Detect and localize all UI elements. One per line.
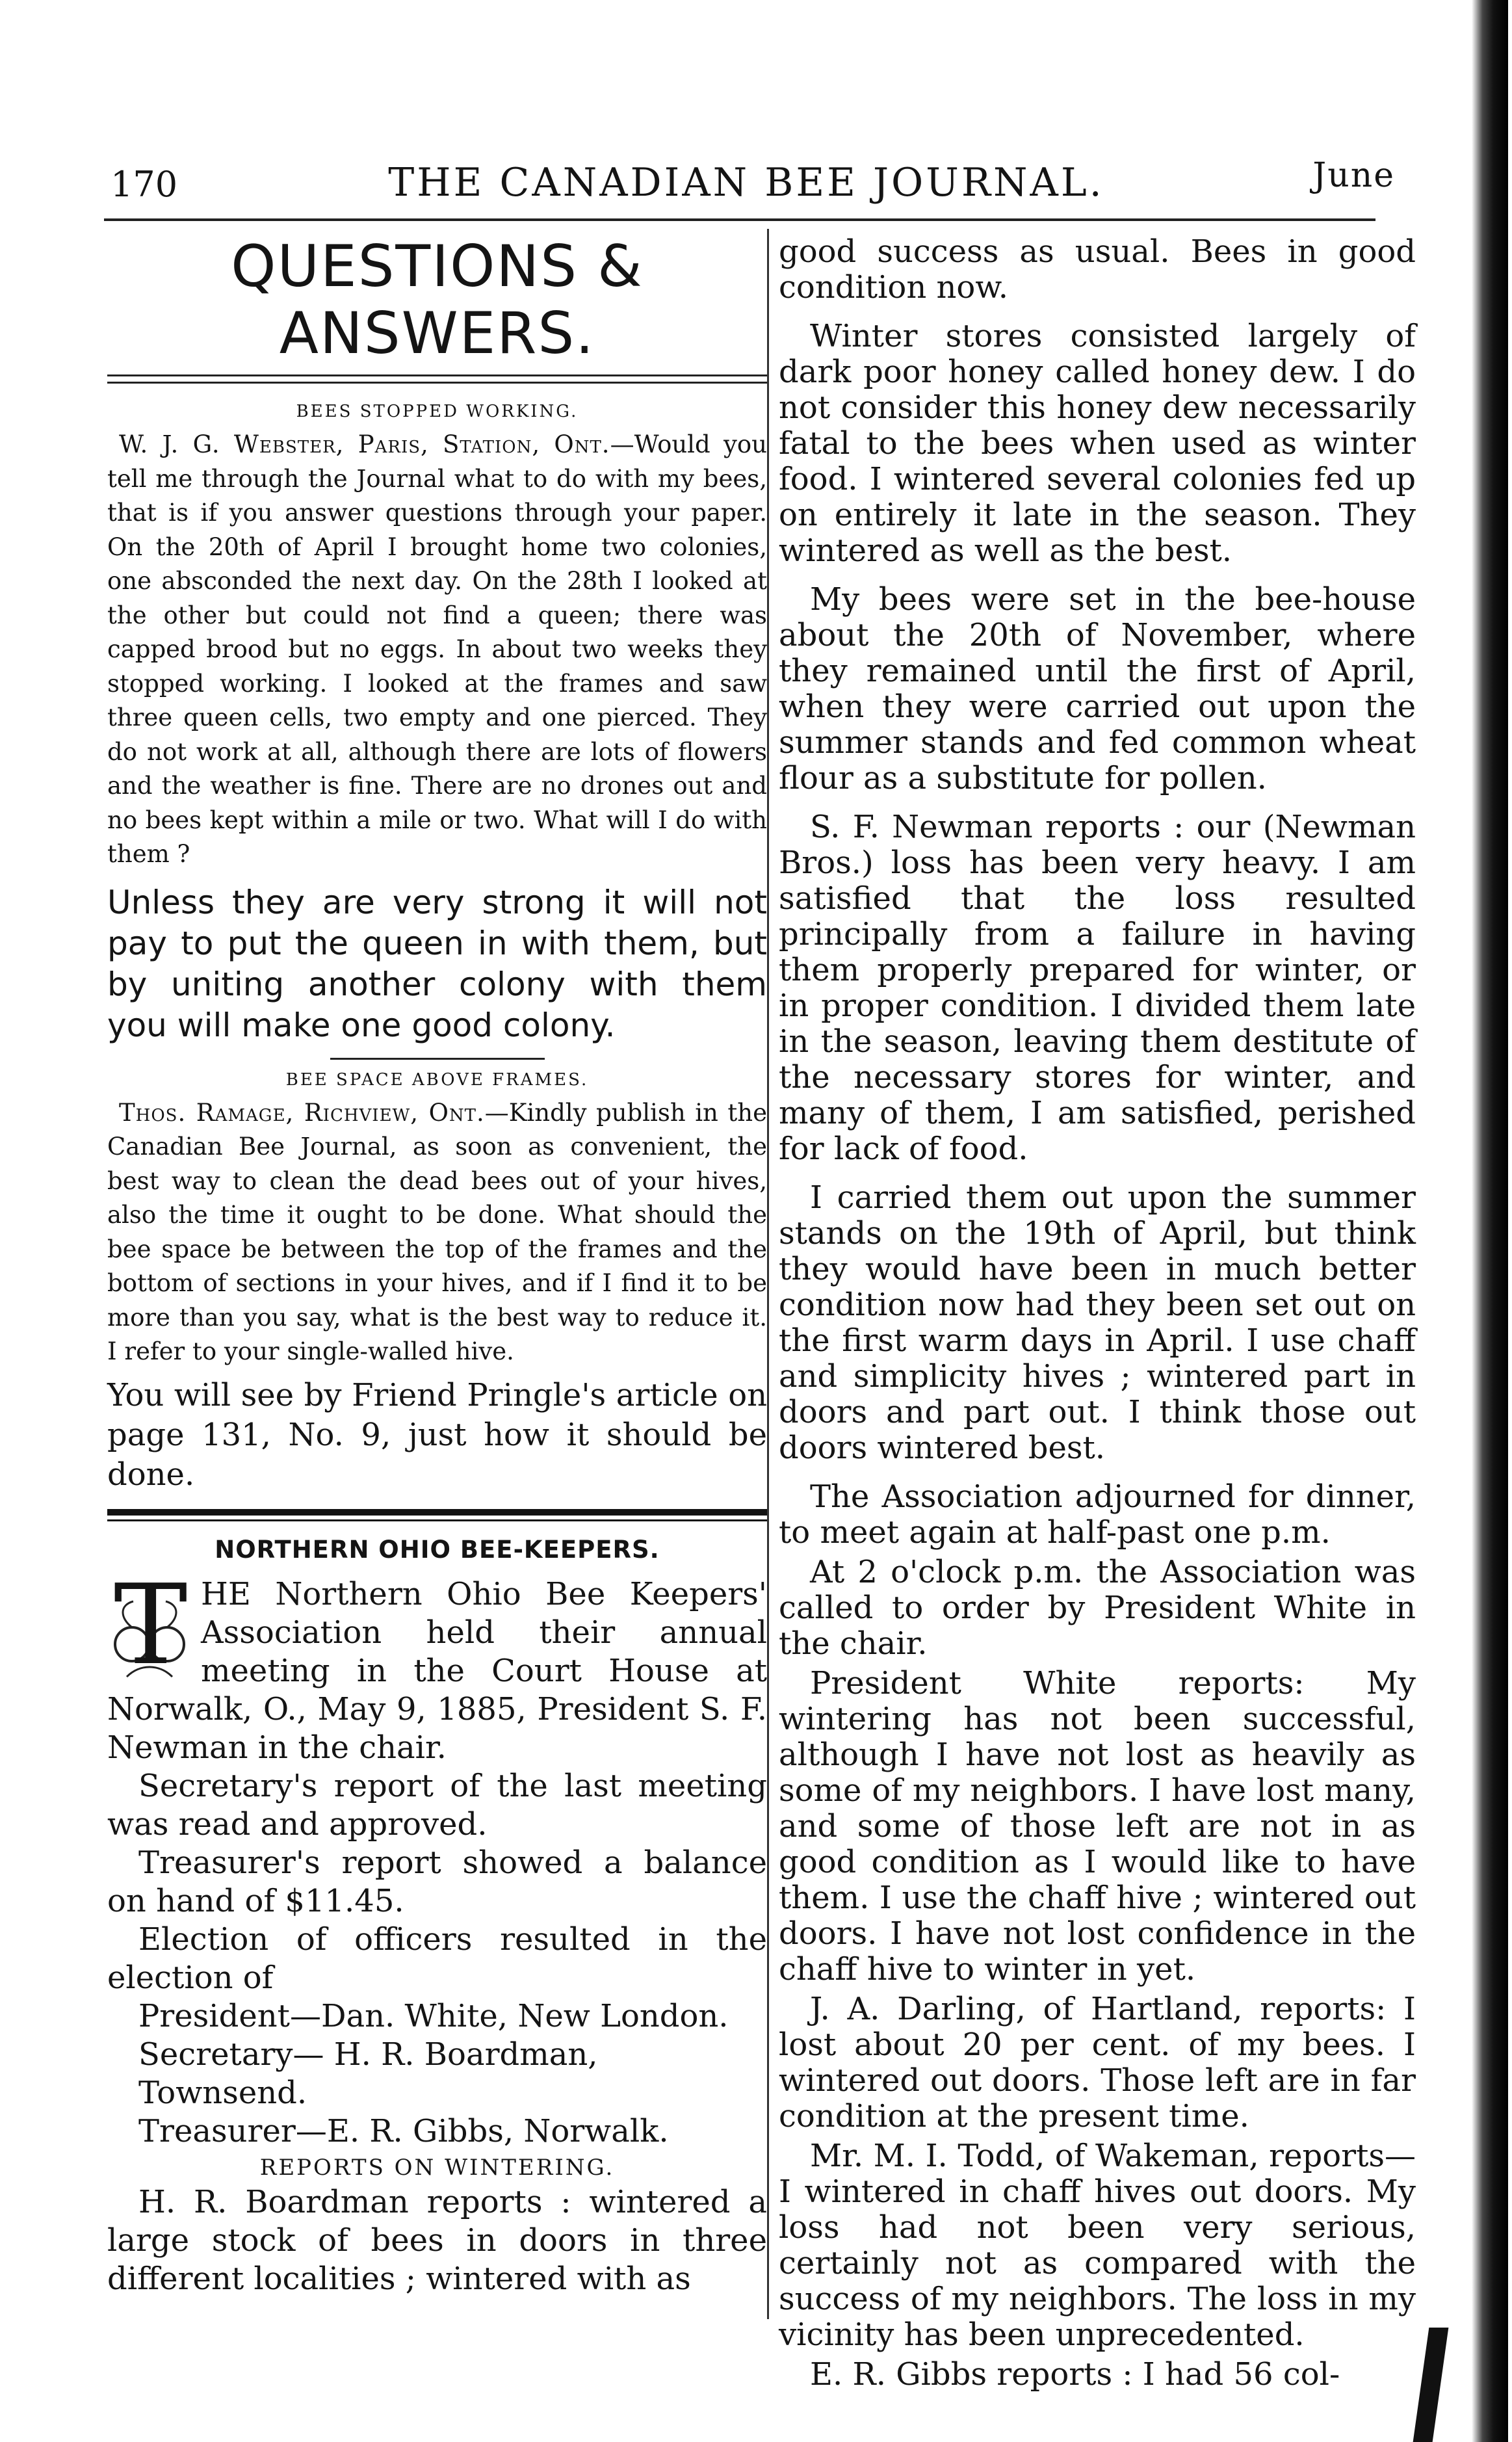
drop-cap-letter: T [114,1560,188,1690]
left-column [107,228,767,2298]
paragraph: I carried them out upon the summer stands on the 19th of April, but think they would have been in much better condition now had they been set out on the first warm days in April. I use chaff and simplicity hives ; wintered part in doors and part out. I think those out doors wintered best. [779,1179,1416,1466]
section-title-rule [107,374,767,384]
paragraph: My bees were set in the bee-house about the 20th of November, where they remained until the first of April, when they were carried out upon the summer stands and fed common wheat flour as a substitute for pollen. [779,581,1416,796]
officer-line: Treasurer—E. R. Gibbs, Norwalk. [138,2112,669,2149]
question-body: —Would you tell me through the Journal what to do with my bees, that is if you answer questions through your paper. On the 20th of April I brought home two colonies, one absconded the next day. On the 28th I looked at the other but could not find a queen; there was capped brood but no eggs. In about two weeks they stopped working. I looked at the frames and saw three queen cells, two empty and one pierced. They do not work at all, although there are lots of flowers and the weather is fine. There are no drones out and no bees kept within a mile or two. What will I do with them ? [107,430,767,868]
page-edge-shadow [1472,0,1508,2442]
officer-line: Secretary— H. R. Boardman, Townsend. [138,2036,598,2111]
reports-heading: REPORTS ON WINTERING. [259,2154,615,2181]
question-heading: BEE SPACE ABOVE FRAMES. [285,1070,589,1090]
paragraph: Treasurer's report showed a balance on hand of $11.45. [107,1844,767,1919]
page-edge-mark [1413,2328,1449,2442]
question-author: W. J. G. Webster, Paris, Station, Ont. [119,430,610,458]
paragraph: Election of officers resulted in the election of [107,1921,767,1996]
header-rule [104,218,1375,221]
question-author: Thos. Ramage, Richview, Ont. [119,1098,485,1127]
paragraph: S. F. Newman reports : our (Newman Bros.) loss has been very heavy. I am satisfied that the loss resulted principally from a failure in having them properly prepared for winter, or in proper condition. I divided them late in the season, leaving them destitute of the necessary stores for winter, and many of them, I am satisfied, perished for lack of food. [779,809,1416,1167]
section-title: QUESTIONS & ANSWERS. [231,233,644,367]
running-header [111,156,1395,215]
article-title: NORTHERN OHIO BEE-KEEPERS. [215,1535,660,1564]
answer-text: You will see by Friend Pringle's article on page 131, No. 9, just how it should be done. [107,1376,767,1493]
question-heading: BEES STOPPED WORKING. [296,402,579,421]
right-column [779,228,1416,2396]
article-intro [107,1560,767,1767]
paragraph: Mr. M. I. Todd, of Wakeman, reports— I wintered in chaff hives out doors. My loss had not been very serious, certainly not as compared with the success of my neighbors. The loss in my vicinity has been unprecedented. [779,2138,1416,2353]
question-body: —Kindly publish in the Canadian Bee Journal, as soon as convenient, the best way to clean the dead bees out of your hives, also the time it ought to be done. What should the bee space be between the top of the frames and the bottom of sections in your hives, and if I find it to be more than you say, what is the best way to reduce it. I refer to your single-walled hive. [107,1098,768,1365]
paragraph: J. A. Darling, of Hartland, reports: I lost about 20 per cent. of my bees. I wintered out doors. Those left are in far condition at the present time. [779,1991,1416,2134]
answer-text: Unless they are very strong it will not pay to put the queen in with them, but by uniting another colony with them you will make one good colony. [107,883,767,1044]
column-divider [767,229,769,2319]
drop-cap [107,1560,192,1690]
paragraph: E. R. Gibbs reports : I had 56 col- [810,2356,1340,2393]
paragraph: At 2 o'clock p.m. the Association was called to order by President White in the chair. [779,1554,1416,1662]
paragraph: Winter stores consisted largely of dark poor honey called honey dew. I do not consider this honey dew necessarily fatal to the bees when used as winter food. I wintered several colonies fed up on entirely it late in the season. They wintered as well as the best. [779,318,1416,569]
page-number: 170 [111,164,178,205]
question-text [107,1096,767,1369]
divider-rule [330,1058,545,1060]
paragraph: The Association adjourned for dinner, to meet again at half-past one p.m. [779,1478,1416,1551]
journal-title: THE CANADIAN BEE JOURNAL. [388,160,1104,205]
question-text [107,428,767,872]
paragraph: President White reports: My wintering has not been successful, although I have not lost as heavily as some of my neighbors. I have lost many, and some of those left are not in as good condition as I would like to have them. I use the chaff hive ; wintered out doors. I have not lost confidence in the chaff hive to winter in yet. [779,1665,1416,1988]
header-month: June [1312,156,1395,195]
paragraph: good success as usual. Bees in good condition now. [779,233,1416,306]
officer-line: President—Dan. White, New London. [138,1997,729,2034]
intro-paragraph: HE Northern Ohio Bee Keepers' Association held their annual meeting in the Court House at Norwalk, O., May 9, 1885, President S. F. Newman in the chair. [107,1575,767,1766]
paragraph: H. R. Boardman reports : wintered a large stock of bees in doors in three different localities ; wintered with as [107,2183,767,2297]
paragraph: Secretary's report of the last meeting was read and approved. [107,1767,767,1843]
article-divider [107,1509,767,1521]
